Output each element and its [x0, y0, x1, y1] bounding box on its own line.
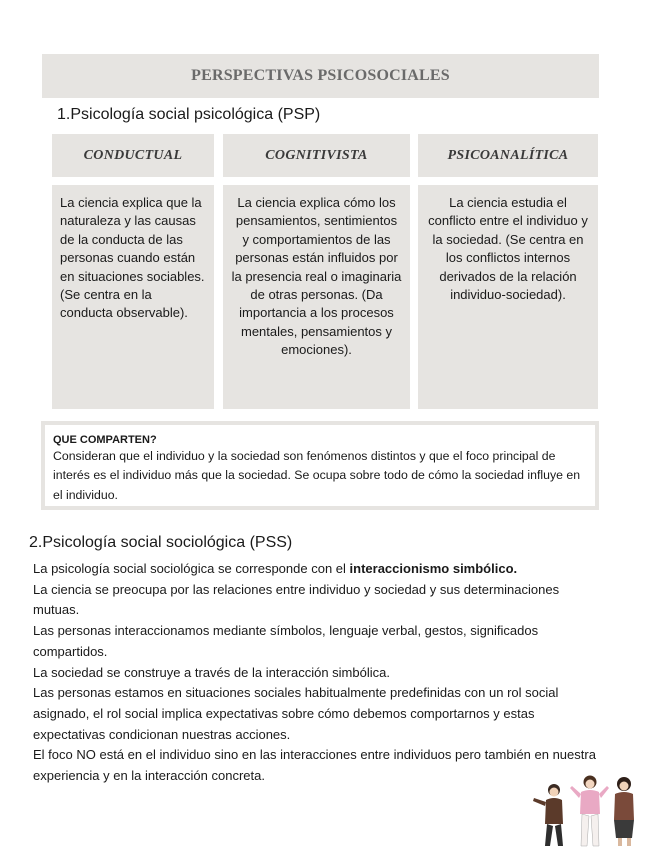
column-body-conductual: La ciencia explica que la naturaleza y las causas de la conducta de las personas cuando están en situaciones sociables. (Se centra en la conducta observable).: [52, 185, 214, 409]
column-header-conductual: [52, 134, 214, 177]
intro-text: La psicología social sociológica se corresponde con el: [33, 561, 350, 576]
shared-title: QUE COMPARTEN?: [53, 434, 157, 446]
column-title: COGNITIVISTA: [265, 147, 368, 163]
column-title: PSICOANALÍTICA: [447, 147, 569, 163]
page-title: PERSPECTIVAS PSICOSOCIALES: [191, 67, 450, 84]
column-body-psicoanalitica: La ciencia estudia el conflicto entre el individuo y la sociedad. (Se centra en los conflictos internos derivados de la relación individuo-sociedad).: [418, 185, 598, 409]
column-header-psicoanalitica: [418, 134, 598, 177]
shared-text: Consideran que el individuo y la sociedad son fenómenos distintos y que el foco principal de interés es el individuo más que la sociedad. Se ocupa sobre todo de cómo la sociedad influye en el individuo.: [53, 449, 581, 502]
person-middle: [570, 776, 609, 847]
shared-box: [41, 421, 599, 510]
people-illustration: [530, 768, 650, 848]
paragraph: La ciencia se preocupa por las relaciones entre individuo y sociedad y sus determinaciones mutuas.: [33, 581, 560, 618]
paragraph: El foco NO está en el individuo sino en las interacciones entre individuos pero también en nuestra experiencia y en la interacción concreta.: [33, 747, 596, 784]
column-header-cognitivista: [223, 134, 410, 177]
section2-intro: [33, 559, 598, 580]
shared-box-inner: [45, 425, 595, 506]
section2-body: [33, 559, 598, 787]
section1-heading: 1.Psicología social psicológica (PSP): [57, 106, 321, 123]
section2-heading: 2.Psicología social sociológica (PSS): [29, 534, 293, 551]
person-right: [614, 777, 634, 846]
paragraph: Las personas estamos en situaciones sociales habitualmente predefinidas con un rol social asignado, el rol social implica expectativas sobre cómo debemos comportarnos y estas expectativas condicionan nuestras acciones.: [33, 685, 559, 742]
column-title: CONDUCTUAL: [83, 147, 183, 163]
intro-bold-term: interaccionismo simbólico.: [349, 561, 518, 576]
paragraph: La sociedad se construye a través de la interacción simbólica.: [33, 664, 390, 680]
person-left: [533, 784, 563, 846]
title-banner: [42, 54, 599, 98]
column-body-cognitivista: La ciencia explica cómo los pensamientos, sentimientos y comportamientos de las personas están influidos por la presencia real o imaginaria de otras personas. (Da importancia a los procesos mentales, pensamientos y emociones).: [223, 185, 410, 409]
paragraph: Las personas interaccionamos mediante símbolos, lenguaje verbal, gestos, significados compartidos.: [33, 623, 539, 659]
